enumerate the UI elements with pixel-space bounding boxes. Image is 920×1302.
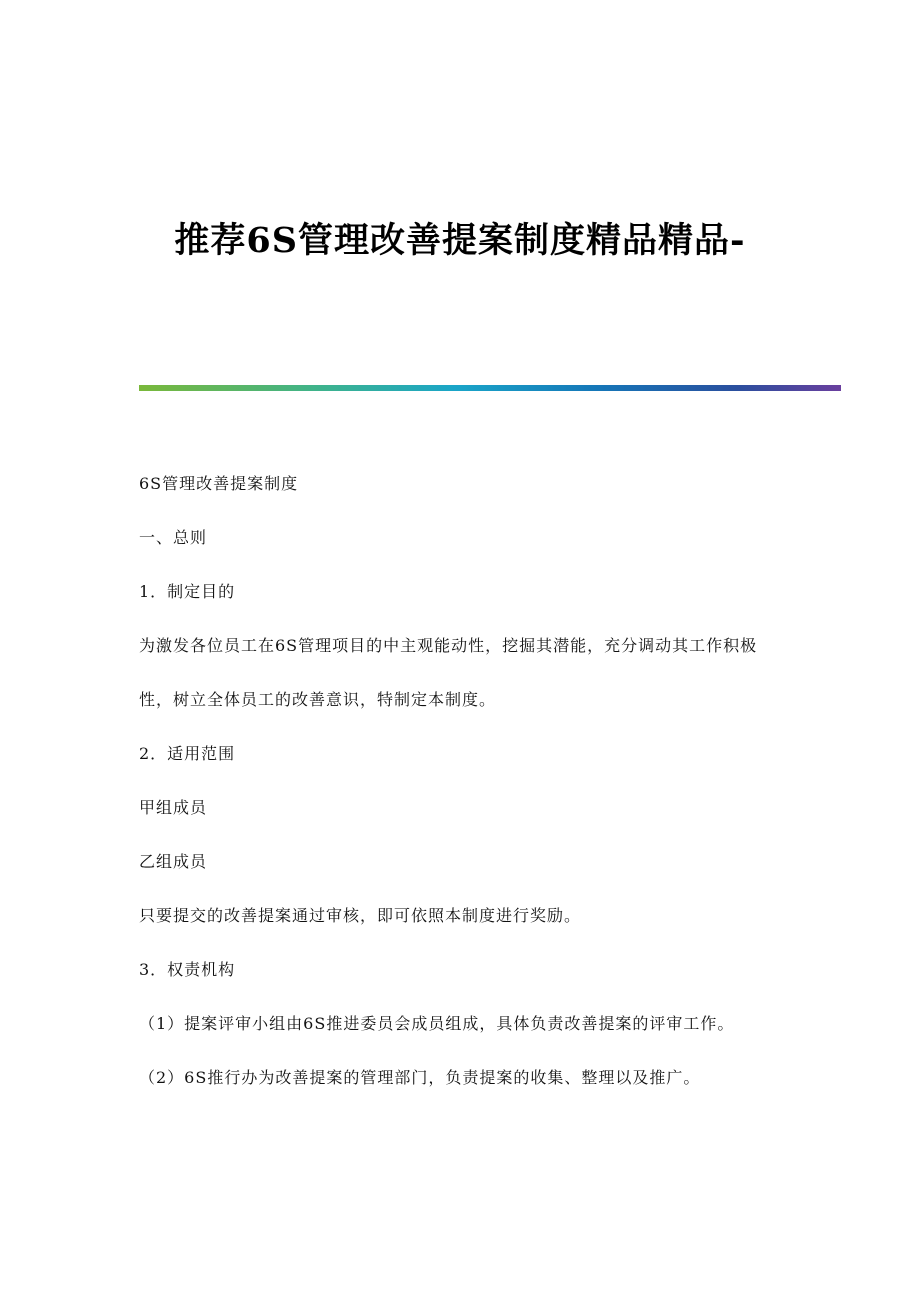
chapter-heading: 一、总则 (139, 528, 208, 547)
paragraph: （2）6S推行办为改善提案的管理部门，负责提案的收集、整理以及推广。 (139, 1068, 701, 1087)
subsection-heading: 1．制定目的 (139, 582, 236, 601)
subsection-heading: 3．权责机构 (139, 960, 236, 979)
document-title: 推荐6S管理改善提案制度精品精品- (174, 220, 746, 261)
gradient-divider (139, 385, 841, 391)
paragraph: 为激发各位员工在6S管理项目的中主观能动性，挖掘其潜能，充分调动其工作积极性，树立全体员工的改善意识，特制定本制度。 (139, 636, 758, 709)
paragraph: 甲组成员 (139, 798, 208, 817)
paragraph: 乙组成员 (139, 852, 208, 871)
section-heading: 6S管理改善提案制度 (139, 474, 299, 493)
paragraph: （1）提案评审小组由6S推进委员会成员组成，具体负责改善提案的评审工作。 (139, 1014, 735, 1033)
subsection-heading: 2．适用范围 (139, 744, 236, 763)
paragraph: 只要提交的改善提案通过审核，即可依照本制度进行奖励。 (139, 906, 582, 925)
document-body (139, 466, 789, 1114)
